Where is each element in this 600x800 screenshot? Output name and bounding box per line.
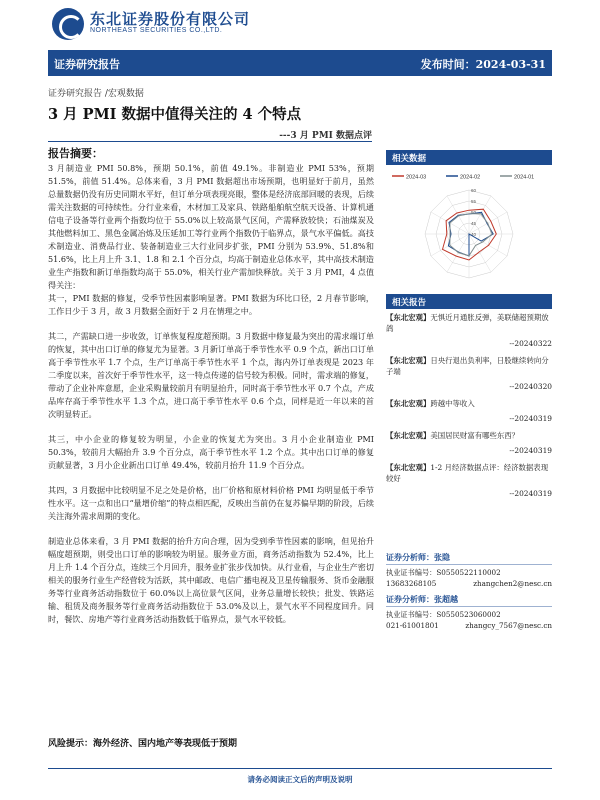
- related-reports-list: [386, 312, 552, 505]
- report-date: --20240322: [509, 339, 552, 348]
- analyst-email[interactable]: zhangchen2@nesc.cn: [473, 579, 552, 588]
- report-item[interactable]: [386, 398, 552, 424]
- report-type: 证券研究报告: [54, 58, 120, 71]
- breadcrumb: 证券研究报告 /宏观数据: [48, 89, 144, 99]
- report-tag: 【东北宏观】: [386, 399, 431, 408]
- footer-note: 请务必阅读正文后的声明及说明: [247, 775, 353, 784]
- tick-label: 50: [471, 210, 477, 215]
- grid-spoke: [469, 234, 491, 272]
- report-title[interactable]: 跨越中等收入: [430, 399, 475, 408]
- paragraph: 其三，中小企业的修复较为明显，小企业的恢复尤为突出。3 月小企业制造业 PMI 50.3%，较前月大幅抬升 3.9 个百分点，高于季节性水平 1.2 个点。其中出口订单的修复贡献显著，3 月小企业新出口订单 49.4%，较前月抬升 11.9 个百分点。: [48, 434, 374, 470]
- page-subtitle: ---3 月 PMI 数据点评: [279, 131, 372, 141]
- radar-chart: [386, 168, 552, 286]
- page-title: 3 月 PMI 数据中值得关注的 4 个特点: [48, 106, 302, 123]
- paragraph: 3 月制造业 PMI 50.8%，预期 50.1%，前值 49.1%。非制造业 PMI 53%，预期 51.5%，前值 51.4%。总体来看，3 月 PMI 数据超出市场预期，也明显好于前月，虽然总量数据仍没有历史同期水平好，但订单分项表现亮眼，整体是经济底部回暖的表现，后续需关注数据的可持续性。分行业来看，木材加工及家具、铁路船舶航空航天设备、计算机通信电子设备等行业两个指数均位于 55.0%以上较高景气区间，产需释放较快；石油煤炭及其他燃料加工、黑色金属冶炼及压延加工等行业两个指数仍于临界点，景气水平偏低。高技术制造业、消费品行业、装备制造业三大行业同步扩张，PMI 分别为 53.9%、51.8%和 51.6%，比上月上升 3.1、1.8 和 2.1 个百分点，均高于制造业总体水平，其中高技术制造业生产指数和新订单指数均高于 55.0%，相关行业产需加快释放。关于 3 月 PMI，4 点值得关注：: [48, 163, 374, 290]
- abstract-body: [48, 162, 374, 626]
- report-title[interactable]: 1-2 月经济数据点评：经济数据表现较好: [386, 463, 549, 483]
- paragraph: 其四，3 月数据中比较明显不足之处是价格，出厂价格和原材料价格 PMI 均明显低于季节性水平。这一点和出口“量增价缩”的特点相匹配，反映出当前仍在复苏偏早期的阶段，后续关注海外需求周期的变化。: [48, 485, 374, 521]
- report-date: --20240319: [509, 489, 552, 498]
- report-date: --20240319: [509, 414, 552, 423]
- report-date: --20240319: [509, 446, 552, 455]
- report-item[interactable]: [386, 355, 552, 392]
- analyst-card: [386, 594, 552, 631]
- report-tag: 【东北宏观】: [386, 356, 431, 365]
- risk-text: 海外经济、国内地产等表现低于预期: [93, 739, 238, 749]
- license-number: S0550522110002: [436, 568, 501, 577]
- logo-icon: [52, 8, 84, 40]
- report-tag: 【东北宏观】: [386, 313, 431, 322]
- analyst-heading: 证券分析师：张超越: [386, 594, 552, 607]
- related-reports-heading: 相关报告: [386, 294, 552, 309]
- company-name-en: NORTHEAST SECURITIES CO.,LTD.: [90, 27, 223, 34]
- tick-label: 60: [471, 188, 477, 193]
- legend-label: 2024-02: [460, 174, 481, 181]
- license-number: S0550523060002: [436, 610, 501, 619]
- report-title[interactable]: 日央行退出负利率，日股继续转向分子端: [386, 356, 549, 376]
- related-data-chart: [386, 168, 552, 286]
- tick-label: 55: [471, 199, 477, 204]
- risk-warning: [48, 736, 237, 749]
- analyst-phone: 021-61001801: [386, 621, 439, 630]
- company-logo: [52, 8, 272, 40]
- report-item[interactable]: [386, 430, 552, 456]
- legend-label: 2024-03: [406, 174, 427, 181]
- license-label: 执业证书编号：: [386, 610, 437, 619]
- paragraph: 其一，PMI 数据的修复，受季节性因素影响显著。PMI 数据为环比口径，2 月春节影响，工作日少于 3 月，故 3 月数据全面好于 2 月在情理之中。: [48, 293, 374, 316]
- related-reports-section: [386, 294, 552, 309]
- title-divider: [48, 141, 372, 142]
- footer-divider: [48, 768, 552, 769]
- report-title[interactable]: 无惧近月通胀反弹，美联储超预期放鸽: [386, 313, 549, 333]
- report-date: --20240320: [509, 382, 552, 391]
- related-data-heading: 相关数据: [386, 150, 552, 165]
- analyst-email[interactable]: zhangcy_7567@nesc.cn: [465, 621, 552, 630]
- tick-label: 40: [471, 232, 477, 237]
- report-banner: [48, 50, 552, 76]
- analyst-phone: 13683268105: [386, 579, 437, 588]
- tick-label: 45: [471, 221, 477, 226]
- report-title[interactable]: 美国居民财富有哪些东西？: [430, 431, 520, 440]
- report-item[interactable]: [386, 312, 552, 349]
- report-item[interactable]: [386, 462, 552, 499]
- report-tag: 【东北宏观】: [386, 463, 431, 472]
- paragraph: 制造业总体来看，3 月 PMI 数据的抬升方向合理，因为受到季节性因素的影响，但见抬升幅度超预期，则受出口订单的影响较为明显。服务业方面，商务活动指数为 52.4%，比上月上升 1.4 个百分点，连续三个月回升，服务业扩张步伐加快。从行业看，与企业生产密切相关的服务行业生产经营较为活跃，其中邮政、电信广播电视及卫星传输服务、货币金融服务等行业商务活动指数位于 60.0%以上高位景气区间，业务总量增长较快；批发、铁路运输、租赁及商务服务等行业商务活动指数位于 53.0%及以上，景气水平不同程度回升。同时，餐饮、房地产等行业商务活动指数低于临界点，景气水平较低。: [48, 536, 374, 624]
- company-name-cn: 东北证券股份有限公司: [90, 10, 251, 28]
- analyst-heading: 证券分析师：张隐: [386, 552, 552, 565]
- related-data-section: [386, 150, 552, 165]
- paragraph: 其二，产需缺口进一步收敛，订单恢复程度超预期。3 月数据中修复最为突出的需求端订单的恢复，其中出口订单的修复尤为显著。3 月新订单高于季节性水平 0.9 个点，新出口订单高于季节性水平 1.7 个点，生产订单高于季节性水平 1 个点，海内外订单表现是 2023 年二季度以来，首次好于季节性水平，这一特点传递的信号较为积极。同时，需求端的修复，带动了企业补库意愿，企业采购量较前月有明显抬升，同时高于季节性水平 0.7 个点，产成品库存高于季节性水平 1.3 个点，进口高于季节性水平 0.6 个点，同样是近一年以来的首次明显转正。: [48, 331, 374, 419]
- analyst-card: [386, 552, 552, 589]
- legend-label: 2024-01: [514, 174, 535, 181]
- license-label: 执业证书编号：: [386, 568, 437, 577]
- abstract-heading: 报告摘要：: [48, 147, 103, 160]
- publish-date: 发布时间：2024-03-31: [420, 58, 546, 71]
- risk-label: 风险提示：: [48, 739, 94, 749]
- report-tag: 【东北宏观】: [386, 431, 431, 440]
